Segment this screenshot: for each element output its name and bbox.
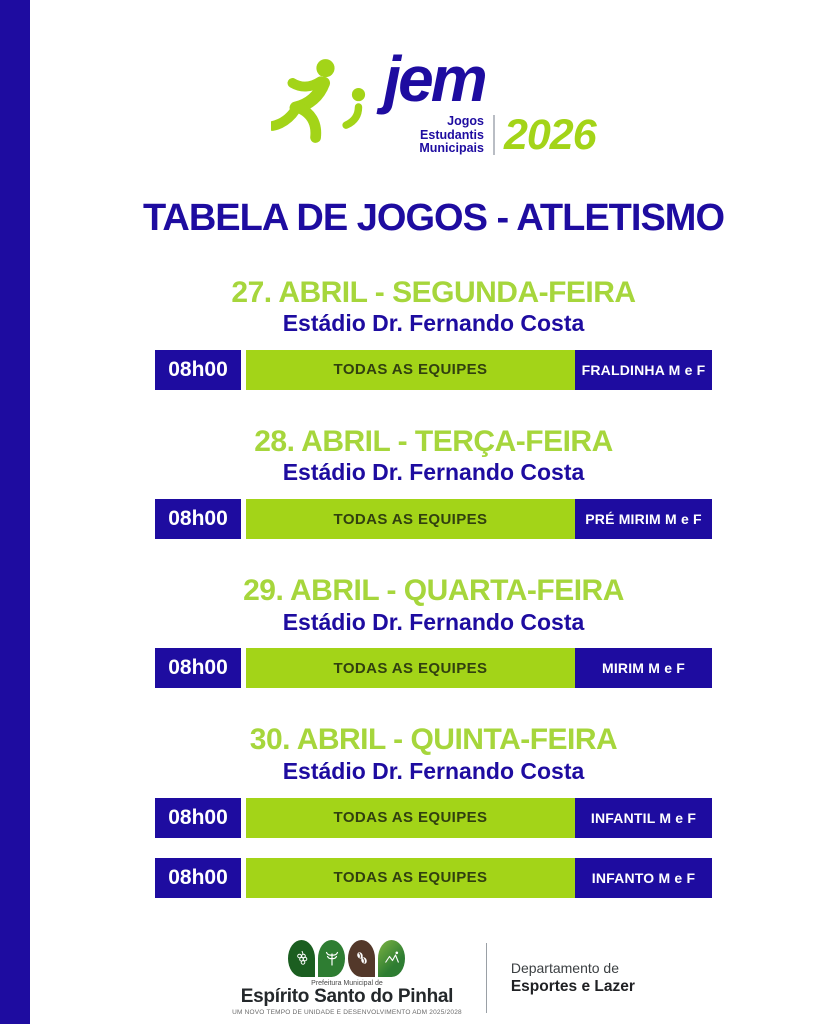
category-cell: FRALDINHA M e F	[575, 350, 712, 390]
category-cell: MIRIM M e F	[575, 648, 712, 688]
section-date: 30. ABRIL - QUINTA-FEIRA	[249, 723, 618, 757]
section-rows	[48, 350, 819, 390]
time-cell: 08h00	[155, 499, 241, 539]
section-date: 28. ABRIL - TERÇA-FEIRA	[254, 424, 613, 458]
section-venue: Estádio Dr. Fernando Costa	[282, 310, 585, 337]
city-tagline: UM NOVO TEMPO DE UNIDADE E DESENVOLVIMENTO ADM 2025/2028	[232, 1009, 462, 1017]
coffee-beans-icon	[348, 940, 375, 977]
city-name: Espírito Santo do Pinhal	[240, 985, 454, 1007]
logo-subtitle-line: Municipais	[419, 141, 484, 156]
section-28-abril	[48, 426, 819, 539]
section-rows	[48, 648, 819, 688]
teams-cell: TODAS AS EQUIPES	[246, 499, 575, 539]
teams-cell: TODAS AS EQUIPES	[246, 350, 575, 390]
section-30-abril	[48, 724, 819, 897]
schedule-row	[155, 798, 712, 838]
section-date: 29. ABRIL - QUARTA-FEIRA	[243, 574, 624, 608]
time-cell: 08h00	[155, 798, 241, 838]
schedule-row	[155, 350, 712, 390]
department-line2: Esportes e Lazer	[510, 978, 635, 996]
logo-subtitle-line: Jogos	[447, 113, 484, 128]
left-accent-bar	[0, 0, 30, 1024]
footer-divider	[486, 943, 487, 1013]
section-date: 27. ABRIL - SEGUNDA-FEIRA	[231, 275, 636, 309]
grapes-icon	[288, 940, 315, 977]
logo-subtitle-row	[419, 110, 596, 159]
footer	[48, 940, 819, 1017]
jem-wordmark: jem	[383, 43, 485, 115]
runner-icon	[271, 54, 375, 150]
teams-cell: TODAS AS EQUIPES	[246, 648, 575, 688]
section-rows	[48, 798, 819, 898]
teams-cell: TODAS AS EQUIPES	[246, 858, 575, 898]
teams-cell: TODAS AS EQUIPES	[246, 798, 575, 838]
time-cell: 08h00	[155, 648, 241, 688]
jem-logo	[48, 43, 819, 159]
category-cell: INFANTIL M e F	[575, 798, 712, 838]
section-venue: Estádio Dr. Fernando Costa	[282, 757, 585, 784]
schedule-row	[155, 858, 712, 898]
section-venue: Estádio Dr. Fernando Costa	[282, 608, 585, 635]
logo-subtitle-line: Estudantis	[420, 127, 484, 142]
section-29-abril	[48, 575, 819, 688]
logo-year: 2026	[503, 110, 596, 159]
page-title: TABELA DE JOGOS - ATLETISMO	[143, 196, 724, 239]
pine-tree-icon	[318, 940, 345, 977]
mountains-icon	[378, 940, 405, 977]
poster-content	[30, 0, 819, 1024]
logo-divider	[493, 115, 495, 155]
department-label	[511, 960, 635, 997]
department-line1: Departamento de	[510, 959, 620, 976]
category-cell: PRÉ MIRIM M e F	[575, 499, 712, 539]
time-cell: 08h00	[155, 858, 241, 898]
category-cell: INFANTO M e F	[575, 858, 712, 898]
schedule-row	[155, 499, 712, 539]
logo-text-block	[383, 43, 596, 159]
section-27-abril	[48, 277, 819, 390]
city-hall-logo	[232, 940, 462, 1017]
logo-subtitle	[419, 115, 484, 156]
schedule-row	[155, 648, 712, 688]
city-logo-leaves	[288, 940, 405, 977]
prefeitura-pretitle: Prefeitura Municipal de	[311, 979, 383, 987]
section-rows	[48, 499, 819, 539]
time-cell: 08h00	[155, 350, 241, 390]
section-venue: Estádio Dr. Fernando Costa	[282, 459, 585, 486]
